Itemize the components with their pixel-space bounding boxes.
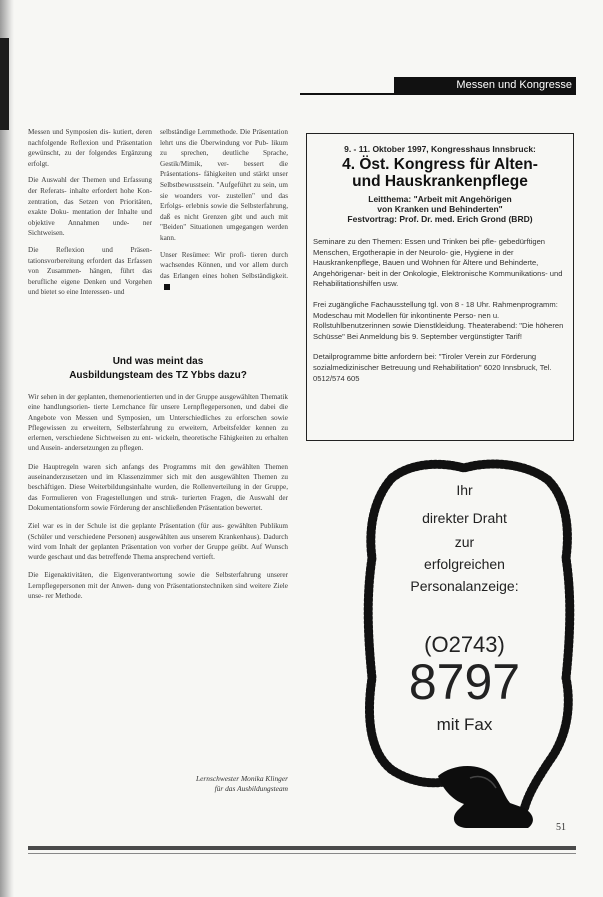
binding-mark — [0, 38, 9, 130]
paragraph: Wir sehen in der geplanten, themenorientierten und in der Gruppe ausgewählten Thematik eine handlungsorien- tierte Lernchance für unsere Lernpflegepersonen, und dabei die Angebote von Messen und Symposien, um Unterschiedliches zu erforschen sowie Pflegewissen zu erweitern, Selbsterfahrung zu erweitern, Arbeitsfelder kennen zu erlernen, verschiedene Sichtweisen zu ent- wickeln, theoretische Fähigkeiten zu erhalten und Ausein- andersetzungen zu pflegen. — [28, 393, 288, 453]
event-theme-line-2: von Kranken und Behinderten" — [377, 204, 503, 214]
footer-rule — [28, 846, 576, 850]
paragraph: Die Auswahl der Themen und Erfassung der Referats- inhalte erfordert hohe Kon- zentration, das Setzen von Prioritäten, exakte Doku- mentation der Inhalte und objektive Annahmen unde- ner Sichtweisen. — [28, 176, 152, 238]
paragraph-text: Unser Resümee: Wir profi- tieren durch wachsendes Können, und vor allem durch das Erlangen eines hohen Selbständigkeit. — [160, 250, 288, 280]
paragraph: Messen und Symposien dis- kutiert, deren nachfolgende Reflexion und Präsentation gewünscht, zu der folgendes Ergänzung erfolgt. — [28, 128, 152, 168]
article-column-2 — [160, 127, 288, 298]
paragraph — [160, 250, 288, 292]
paragraph: selbständige Lernmethode. Die Präsentation lehrt uns die Überwindung vor Pub- likum zu sprechen, deutliche Sprache, Gestik/Mimik, ver- bessert die Präsentations- fähigkeiten und stärkt unser Selbstbewusstsein. "Aufgeführt zu sein, um sie woanders vor- zustellen" und das Erfolgs- erlebnis sowie die Selbsterfahrung, daß es nicht Grenzen gibt und auch mit "Beiden" Situationen umgegangen werden kann. — [160, 128, 288, 242]
section-rule — [300, 93, 576, 95]
paragraph: Ziel war es in der Schule ist die geplante Präsentation (für aus- gewählten Publikum (Schüler und verschiedene Personen) ausgewählten aus unserem Krankenhaus). Dadurch wird vom Inhalt der geplanten Präsentation von vorher der Gruppe geübt. Auf Wunsch wurde geschaut und das betreffende Thema ansprechend vertieft. — [28, 522, 288, 562]
subheading-line-2: Ausbildungsteam des TZ Ybbs dazu? — [69, 370, 247, 381]
event-keynote: Festvortrag: Prof. Dr. med. Erich Grond (BRD) — [347, 214, 533, 224]
event-title-line-1: 4. Öst. Kongress für Alten- — [342, 156, 538, 173]
ad-line-4: erfolgreichen — [424, 556, 505, 572]
binding-shadow — [0, 0, 14, 897]
ad-line-5: Personalanzeige: — [410, 578, 519, 594]
event-announcement-box — [306, 133, 574, 441]
ad-area-code: (O2743) — [424, 632, 505, 657]
signature-name: Lernschwester Monika Klinger — [196, 774, 288, 783]
ad-phone-number: 8797 — [408, 654, 521, 710]
end-mark-icon — [164, 284, 170, 290]
signature-role: für das Ausbildungsteam — [214, 784, 288, 793]
event-contact: Detailprogramme bitte anfordern bei: "Tiroler Verein zur Förderung sozialmedizinischer Betreuung und Rehabilitation" 6020 Innsbruck, Tel. 0512/574 605 — [313, 352, 552, 383]
ad-line-2: direkter Draht — [422, 510, 507, 526]
paragraph: Die Hauptregeln waren sich anfangs des Programms mit den gewählten Themen auseinanderzusetzen und im Klassenzimmer sich mit den ausgewählten Themen zu beschäftigen. Diese Weiterbildungsinhalte wurden, die Rollenverteilung in der Gruppe, das Formulieren von Fragestellungen und struk- turierten Fragen, die Auswahl der Dokumentationsform sowie Förderung der anschließenden Präsentation bewertet. — [28, 462, 288, 512]
event-theme-line-1: Leitthema: "Arbeit mit Angehörigen — [368, 194, 512, 204]
event-title-line-2: und Hauskrankenpflege — [352, 173, 528, 190]
article-column-1 — [28, 127, 152, 304]
event-theme — [307, 194, 573, 224]
ad-fax-label: mit Fax — [436, 715, 493, 734]
footer-rule-thin — [28, 853, 576, 854]
article-subheading — [28, 355, 288, 383]
article-body — [28, 392, 288, 609]
subheading-line-1: Und was meint das — [112, 356, 204, 367]
event-title — [307, 156, 573, 190]
page-number: 51 — [556, 822, 566, 833]
event-seminars: Seminare zu den Themen: Essen und Trinken bei pfle- gebedürftigen Menschen, Ergotherapie in der Neurolo- gie, Hygiene in der Hauskrankenpflege, Bauen und Wohnen für Ältere und Behinderte, Angehörigenar- beit in der Onkologie, Elektronische Kommunikations- und Rehabilitationshilfen usw. — [313, 237, 563, 289]
section-title: Messen und Kongresse — [456, 79, 572, 91]
event-exhibition: Frei zugängliche Fachausstellung tgl. von 8 - 18 Uhr. Rahmenprogramm: Modeschau mit Modellen für inkontinente Perso- nen u. Rollstuhlbenutzerinnen sowie Dienstkleidung. Theaterabend: "Die höheren Schüsse" Bei Anmeldung bis 9. September vergünstigter Tarif! — [313, 299, 564, 341]
ad-line-3: zur — [454, 534, 475, 550]
event-details — [313, 237, 567, 394]
paragraph: Die Eigenaktivitäten, die Eigenverantwortung sowie die Selbsterfahrung unserer Lernpflegepersonen mit der Anwen- dung von Präsentationstechniken sind weitere Ziele unse- rer Methode. — [28, 571, 288, 601]
paragraph: Die Reflexion und Präsen- tationsvorbereitung erfordert das Erfassen von Zusammen- hängen, führt das berufliche eigene Denken und Vorgehen und bietet so eine Interessen- und — [28, 245, 152, 297]
event-date: 9. - 11. Oktober 1997, Kongresshaus Innsbruck: — [344, 144, 536, 154]
signature — [150, 774, 288, 794]
ad-line-1: Ihr — [456, 482, 473, 498]
